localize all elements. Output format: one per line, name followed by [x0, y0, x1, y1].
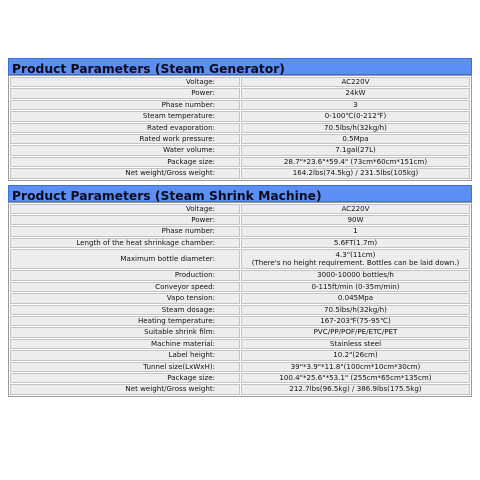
- table-row: [10, 350, 470, 360]
- table-row: [10, 238, 470, 248]
- table-row: [10, 316, 470, 326]
- param-value: 39"*3.9"*11.8"(100cm*10cm*30cm): [241, 362, 470, 372]
- param-value: 0-100℃(0-212℉): [241, 111, 470, 121]
- table-row: [10, 157, 470, 167]
- param-value: 10.2"(26cm): [241, 350, 470, 360]
- table-row: [10, 145, 470, 155]
- param-label: Tunnel size(LxWxH):: [10, 362, 240, 372]
- table-row: [10, 249, 470, 269]
- table-row: [10, 134, 470, 144]
- section-header-steam-generator: [8, 58, 472, 75]
- param-value: AC220V: [241, 204, 470, 214]
- param-value: 1: [241, 226, 470, 236]
- section-title: Product Parameters (Steam Generator): [12, 62, 285, 76]
- param-value: 70.5lbs/h(32kg/h): [241, 123, 470, 133]
- steam-shrink-machine-table: [8, 202, 472, 397]
- param-value: 0-115ft/min (0-35m/min): [241, 282, 470, 292]
- table-row: [10, 215, 470, 225]
- param-value: 167-203℉(75-95℃): [241, 316, 470, 326]
- param-value: 212.7lbs(96.5kg) / 386.9lbs(175.5kg): [241, 384, 470, 394]
- param-label: Phase number:: [10, 226, 240, 236]
- param-label: Steam temperature:: [10, 111, 240, 121]
- param-label: Production:: [10, 270, 240, 280]
- param-label: Phase number:: [10, 100, 240, 110]
- param-label: Power:: [10, 215, 240, 225]
- table-row: [10, 293, 470, 303]
- param-value: 90W: [241, 215, 470, 225]
- param-label: Power:: [10, 88, 240, 98]
- param-label: Voltage:: [10, 204, 240, 214]
- param-label: Voltage:: [10, 77, 240, 87]
- param-label: Package size:: [10, 373, 240, 383]
- section-title: Product Parameters (Steam Shrink Machine): [12, 188, 322, 203]
- param-label: Steam dosage:: [10, 305, 240, 315]
- param-value: 24kW: [241, 88, 470, 98]
- param-value: 3: [241, 100, 470, 110]
- param-label: Net weight/Gross weight:: [10, 168, 240, 178]
- param-value: 5.6FT(1.7m): [241, 238, 470, 248]
- table-row: [10, 327, 470, 337]
- param-label: Package size:: [10, 157, 240, 167]
- param-label: Label height:: [10, 350, 240, 360]
- table-row: [10, 362, 470, 372]
- param-label: Water volume:: [10, 145, 240, 155]
- table-row: [10, 226, 470, 236]
- param-value-multiline: [241, 249, 470, 269]
- table-row: [10, 305, 470, 315]
- param-value: 164.2lbs(74.5kg) / 231.5lbs(105kg): [241, 168, 470, 178]
- param-label: Conveyor speed:: [10, 282, 240, 292]
- param-value: 0.045Mpa: [241, 293, 470, 303]
- param-value: 28.7"*23.6"*59.4" (73cm*60cm*151cm): [241, 157, 470, 167]
- param-label: Rated work pressure:: [10, 134, 240, 144]
- table-row: [10, 168, 470, 178]
- param-label: Heating temperature:: [10, 316, 240, 326]
- table-row: [10, 77, 470, 87]
- param-value: 7.1gal(27L): [241, 145, 470, 155]
- table-row: [10, 123, 470, 133]
- steam-generator-table: [8, 75, 472, 181]
- param-label: Length of the heat shrinkage chamber:: [10, 238, 240, 248]
- table-row: [10, 384, 470, 394]
- table-row: [10, 100, 470, 110]
- param-label: Vapo tension:: [10, 293, 240, 303]
- param-label: Net weight/Gross weight:: [10, 384, 240, 394]
- param-value: 70.5lbs/h(32kg/h): [241, 305, 470, 315]
- param-label: Maximum bottle diameter:: [10, 249, 240, 269]
- param-value: Stainless steel: [241, 339, 470, 349]
- param-label: Suitable shrink film:: [10, 327, 240, 337]
- table-row: [10, 204, 470, 214]
- parameters-sheet: [8, 58, 472, 397]
- param-label: Rated evaporation:: [10, 123, 240, 133]
- table-row: [10, 111, 470, 121]
- param-value: 100.4"*25.6"*53.1" (255cm*65cm*135cm): [241, 373, 470, 383]
- table-row: [10, 339, 470, 349]
- table-row: [10, 270, 470, 280]
- table-row: [10, 88, 470, 98]
- section-header-steam-shrink-machine: [8, 185, 472, 202]
- table-row: [10, 373, 470, 383]
- param-value: 0.5Mpa: [241, 134, 470, 144]
- table-row: [10, 282, 470, 292]
- param-value: 4.3"(11cm): [335, 249, 376, 259]
- param-label: Machine material:: [10, 339, 240, 349]
- param-value: AC220V: [241, 77, 470, 87]
- param-value-note: (There's no height requirement. Bottles can be laid down.): [251, 258, 460, 268]
- param-value: PVC/PP/POF/PE/ETC/PET: [241, 327, 470, 337]
- param-value: 3000-10000 bottles/h: [241, 270, 470, 280]
